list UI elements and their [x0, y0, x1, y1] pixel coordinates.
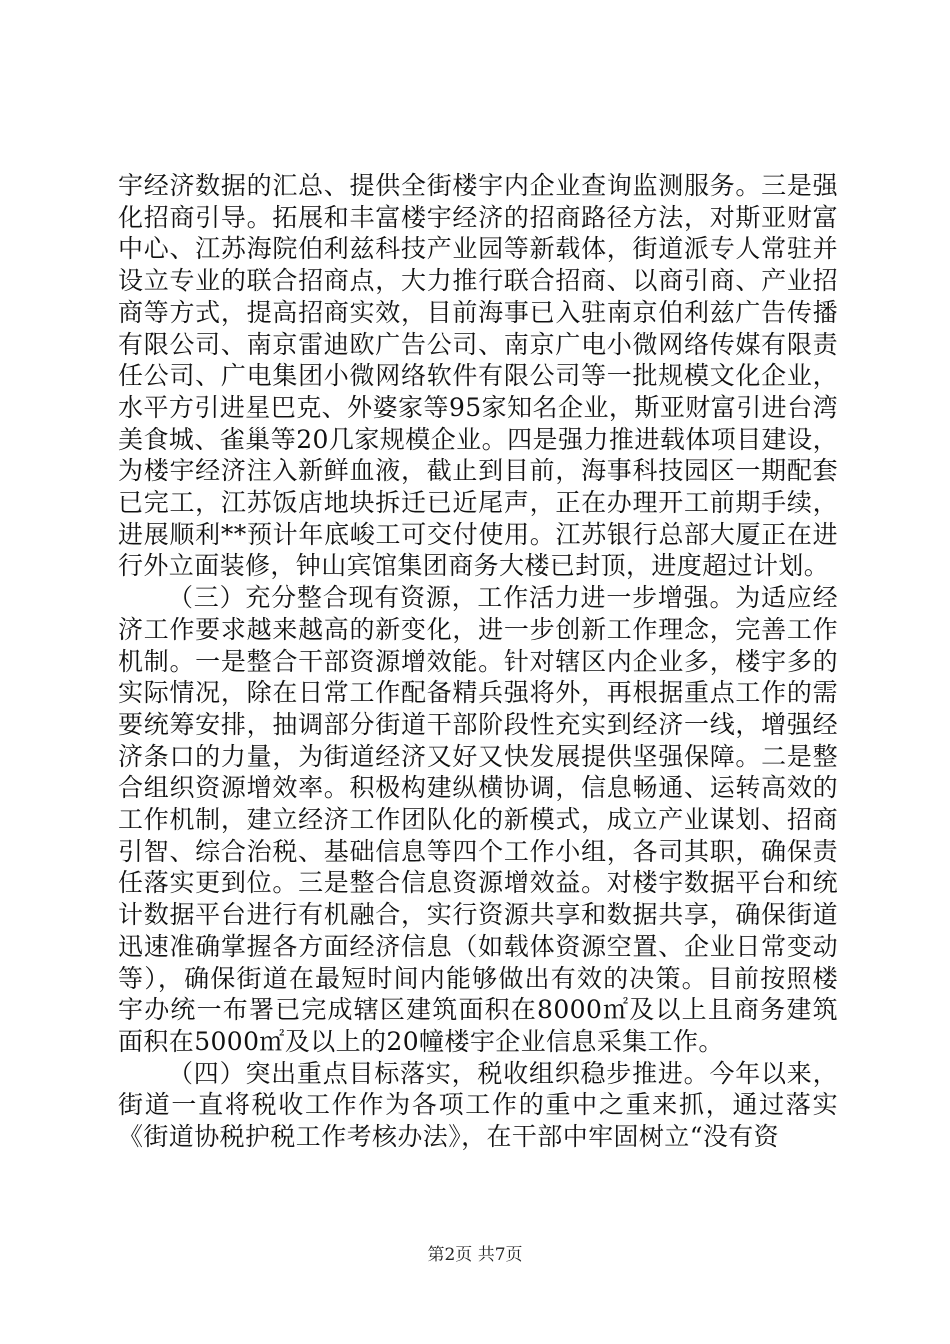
- paragraph-section-3: （三）充分整合现有资源，工作活力进一步增强。为适应经济工作要求越来越高的新变化，进一步创新工作理念，完善工作机制。一是整合干部资源增效能。针对辖区内企业多，楼宇多的实际情况，除在日常工作配备精兵强将外，再根据重点工作的需要统筹安排，抽调部分街道干部阶段性充实到经济一线，增强经济条口的力量，为街道经济又好又快发展提供坚强保障。二是整合组织资源增效率。积极构建纵横协调，信息畅通、运转高效的工作机制，建立经济工作团队化的新模式，成立产业谋划、招商引智、综合治税、基础信息等四个工作小组，各司其职，确保责任落实更到位。三是整合信息资源增效益。对楼宇数据平台和统计数据平台进行有机融合，实行资源共享和数据共享，确保街道迅速准确掌握各方面经济信息（如载体资源空置、企业日常变动等），确保街道在最短时间内能够做出有效的决策。目前按照楼宇办统一布署已完成辖区建筑面积在8000㎡及以上且商务建筑面积在5000㎡及以上的20幢楼宇企业信息采集工作。: [118, 583, 838, 1056]
- page-footer: 第2页 共7页: [427, 1245, 523, 1265]
- paragraph-section-4: （四）突出重点目标落实，税收组织稳步推进。今年以来，街道一直将税收工作作为各项工作的重中之重来抓，通过落实《街道协税护税工作考核办法》，在干部中牢固树立“没有资: [118, 1058, 838, 1152]
- paragraph-continued: 宇经济数据的汇总、提供全街楼宇内企业查询监测服务。三是强化招商引导。拓展和丰富楼宇经济的招商路径方法，对斯亚财富中心、江苏海院伯利兹科技产业园等新载体，街道派专人常驻并设立专业的联合招商点，大力推行联合招商、以商引商、产业招商等方式，提高招商实效，目前海事已入驻南京伯利兹广告传播有限公司、南京雷迪欧广告公司、南京广电小微网络传媒有限责任公司、广电集团小微网络软件有限公司等一批规模文化企业，水平方引进星巴克、外婆家等95家知名企业，斯亚财富引进台湾美食城、雀巢等20几家规模企业。四是强力推进载体项目建设，为楼宇经济注入新鲜血液，截止到目前，海事科技园区一期配套已完工，江苏饭店地块拆迁已近尾声，正在办理开工前期手续，进展顺利**预计年底峻工可交付使用。江苏银行总部大厦正在进行外立面装修，钟山宾馆集团商务大楼已封顶，进度超过计划。: [118, 171, 838, 581]
- body-text: [118, 170, 838, 1153]
